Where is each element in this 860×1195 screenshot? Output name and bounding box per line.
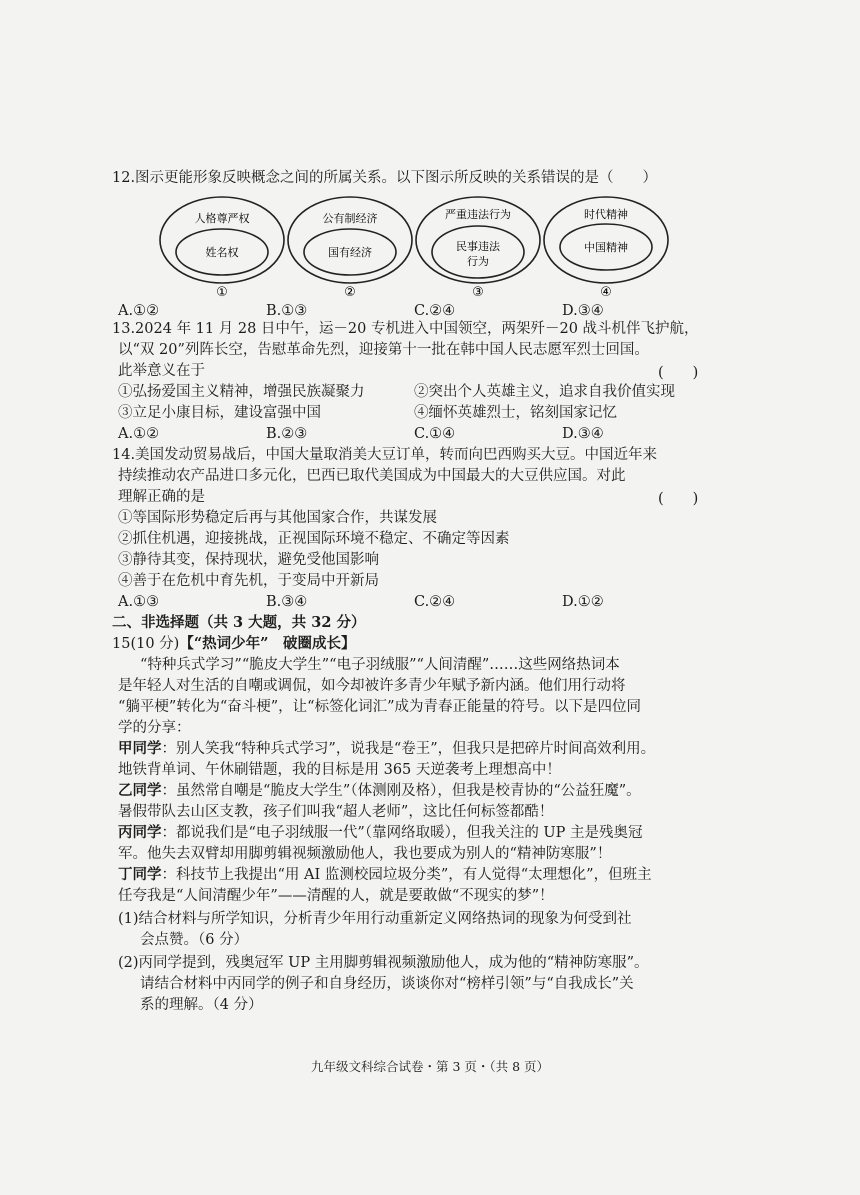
student-ding-line-2: 任夸我是“人间清醒少年”——清醒的人，就是要敢做“不现实的梦”！ — [118, 888, 554, 904]
q14-line-1: 14.美国发动贸易战后，中国大量取消美大豆订单，转而向巴西购买大豆。中国近年来 — [112, 447, 658, 463]
diagram-1 — [160, 197, 284, 300]
student-yi-name: 乙同学 — [118, 782, 162, 799]
q13-item-1: ①弘扬爱国主义精神，增强民族凝聚力 — [118, 384, 365, 400]
q15-subq-1-line-2: 会点赞。（6 分） — [140, 932, 249, 948]
q13-line-1: 13.2024 年 11 月 28 日中午，运－20 专机进入中国领空，两架歼－20 战斗机伴飞护航， — [112, 321, 699, 337]
q14-answer-paren: ( ) — [658, 491, 699, 507]
q15-subq-2-line-1: (2)丙同学提到，残奥冠军 UP 主用脚剪辑视频激励他人，成为他的“精神防寒服”。 — [118, 955, 649, 971]
diagram-1-num: ① — [216, 285, 228, 300]
q15-intro-2: 是年轻人对生活的自嘲或调侃，如今却被许多青少年赋予新内涵。他们用行动将 — [118, 678, 626, 694]
q13-item-4: ④缅怀英雄烈士，铭刻国家记忆 — [414, 405, 617, 421]
student-bing-line-2: 军。他失去双臂却用脚剪辑视频激励他人，我也要成为别人的“精神防寒服”！ — [118, 846, 612, 862]
diagram-4-num: ④ — [600, 285, 612, 300]
q13-option-c: C.①④ — [414, 426, 456, 442]
q14-line-3: 理解正确的是 — [118, 489, 205, 505]
q15-heading — [112, 634, 356, 654]
diagram-4-outer: 时代精神 — [584, 208, 628, 221]
q15-subq-2-line-2: 请结合材料中丙同学的例子和自身经历，谈谈你对“榜样引领”与“自我成长”关 — [140, 976, 634, 992]
q13-option-d: D.③④ — [562, 426, 604, 442]
diagram-4-inner: 中国精神 — [584, 241, 628, 254]
q14-option-d: D.①② — [562, 594, 604, 610]
q12-option-a: A.①② — [118, 303, 160, 319]
student-bing-name: 丙同学 — [118, 824, 162, 841]
student-ding-line-1: 丁同学：科技节上我提出“用 AI 监测校园垃圾分类”，有人觉得“太理想化”，但班主 — [118, 866, 652, 883]
q15-title: 【“热词少年” 破圈成长】 — [179, 635, 356, 652]
student-yi-line-2: 暑假带队去山区支教，孩子们叫我“超人老师”，这比任何标签都酷！ — [118, 804, 554, 820]
student-yi-line-1: 乙同学：虽然常自嘲是“脆皮大学生”（体测刚及格），但我是校青协的“公益狂魔”。 — [118, 782, 641, 799]
q14-option-c: C.②④ — [414, 594, 456, 610]
diagram-3-inner-line2: 行为 — [467, 255, 489, 268]
q15-subq-2-line-3: 系的理解。（4 分） — [140, 997, 263, 1013]
q14-item-3: ③静待其变，保持现状，避免受他国影响 — [118, 552, 379, 568]
q14-option-a: A.①③ — [118, 594, 160, 610]
q13-item-2: ②突出个人英雄主义，追求自我价值实现 — [414, 384, 675, 400]
diagram-1-outer: 人格尊严权 — [194, 212, 250, 225]
diagram-2-outer: 公有制经济 — [322, 212, 378, 225]
student-jia-line-2: 地铁背单词、午休刷错题，我的目标是用 365 天逆袭考上理想高中！ — [118, 762, 561, 778]
q12-option-d: D.③④ — [562, 303, 604, 319]
q15-number: 15(10 分) — [112, 636, 180, 652]
diagram-3 — [416, 197, 540, 300]
diagram-2-inner: 国有经济 — [328, 246, 372, 259]
q13-line-2: 以“双 20”列阵长空，告慰革命先烈，迎接第十一批在韩中国人民志愿军烈士回国。 — [118, 342, 649, 358]
student-jia-line-1: 甲同学：别人笑我“特种兵式学习”，说我是“卷王”，但我只是把碎片时间高效利用。 — [118, 740, 656, 757]
diagram-1-inner: 姓名权 — [205, 246, 239, 259]
diagram-3-num: ③ — [472, 285, 484, 300]
diagram-3-inner-line1: 民事违法 — [456, 240, 500, 253]
q15-subq-1-line-1: (1)结合材料与所学知识，分析青少年用行动重新定义网络热词的现象为何受到社 — [118, 911, 632, 927]
student-bing-line-1: 丙同学：都说我们是“电子羽绒服一代”（靠网络取暖），但我关注的 UP 主是残奥冠 — [118, 824, 643, 841]
diagram-3-outer: 严重违法行为 — [445, 208, 511, 221]
diagram-4 — [544, 197, 668, 300]
q12-stem: 12.图示更能形象反映概念之间的所属关系。以下图示所反映的关系错误的是（ ） — [112, 170, 658, 186]
diagram-2-num: ② — [344, 285, 356, 300]
q14-line-2: 持续推动农产品进口多元化，巴西已取代美国成为中国最大的大豆供应国。对此 — [118, 468, 626, 484]
q13-option-a: A.①② — [118, 426, 160, 442]
q13-option-b: B.②③ — [266, 426, 308, 442]
section-2-heading: 二、非选择题（共 3 大题，共 32 分） — [112, 614, 366, 631]
q15-intro-1: “特种兵式学习”“脆皮大学生”“电子羽绒服”“人间清醒”……这些网络热词本 — [140, 657, 620, 673]
q14-item-4: ④善于在危机中育先机，于变局中开新局 — [118, 573, 379, 589]
q13-item-3: ③立足小康目标，建设富强中国 — [118, 405, 321, 421]
q14-item-2: ②抓住机遇，迎接挑战，正视国际环境不稳定、不确定等因素 — [118, 531, 510, 547]
q12-option-b: B.①③ — [266, 303, 308, 319]
q15-intro-4: 学的分享： — [118, 720, 191, 736]
q12-option-c: C.②④ — [414, 303, 456, 319]
diagram-2 — [288, 197, 412, 300]
page-footer: 九年级文科综合试卷・第 3 页・（共 8 页） — [310, 1059, 550, 1074]
q12-diagrams — [0, 190, 860, 300]
q14-option-b: B.③④ — [266, 594, 308, 610]
q15-intro-3: “躺平梗”转化为“奋斗梗”，让“标签化词汇”成为青春正能量的符号。以下是四位同 — [118, 699, 641, 715]
q14-item-1: ①等国际形势稳定后再与其他国家合作，共谋发展 — [118, 510, 437, 526]
q13-line-3: 此举意义在于 — [118, 363, 205, 379]
student-ding-name: 丁同学 — [118, 866, 162, 883]
student-jia-name: 甲同学 — [118, 740, 162, 757]
q13-answer-paren: ( ) — [658, 365, 699, 381]
